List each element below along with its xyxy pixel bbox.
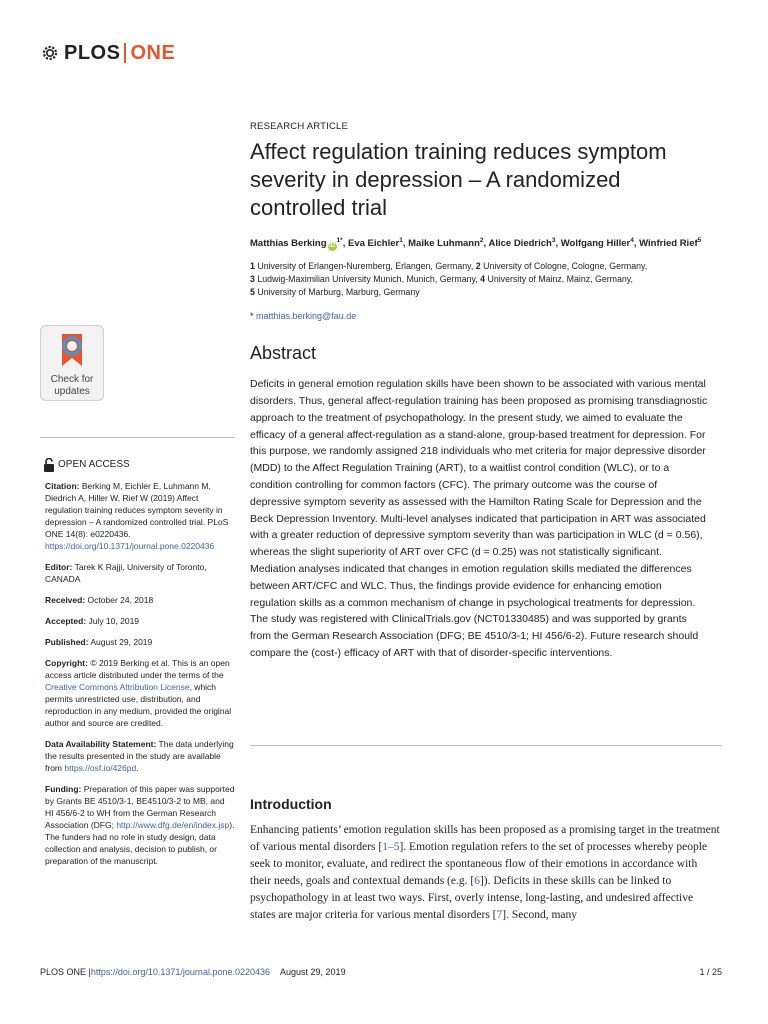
open-lock-icon — [43, 458, 55, 472]
gear-icon — [40, 43, 60, 63]
affiliation-list — [250, 260, 710, 299]
author-name[interactable]: , Alice Diedrich — [483, 238, 552, 250]
check-for-updates-badge[interactable] — [40, 325, 104, 401]
logo-one-text: ONE — [130, 41, 176, 64]
article-metadata-sidebar — [45, 458, 235, 876]
author-affiliation-sup: 3 — [551, 237, 556, 244]
introduction-text: Enhancing patients’ emotion regulation skills has been proposed as a promising target in the treatment of various mental disorders [1–5]. Emotion regulation refers to the set of processes whereby people seek to monitor, evaluate, and redirect the spontaneous flow of their emotions in accordance with their needs, goals and contextual demands (e.g. [6]). Deficits in these skills can be linked to psychopathology in at least two ways. First, overly intense, long-lasting, and undesired affective states are major criteria for various mental disorders [7]. Second, many — [250, 824, 720, 921]
data-availability-label: Data Availability Statement: — [45, 739, 157, 749]
published-label: Published: — [45, 637, 89, 647]
author-affiliation-sup: 1* — [336, 237, 343, 244]
reference-link[interactable]: 6 — [474, 875, 480, 887]
abstract-heading: Abstract — [250, 343, 317, 364]
corresponding-email-link[interactable]: matthias.berking@fau.de — [256, 311, 357, 322]
published-block — [45, 636, 235, 648]
author-name[interactable]: , Maike Luhmann — [402, 238, 480, 250]
copyright-text-2: , which permits unrestricted use, distribution, and reproduction in any medium, provided the original author and source are credited. — [45, 682, 232, 728]
check-updates-line2: updates — [54, 386, 90, 397]
orcid-icon[interactable]: iD — [329, 243, 336, 250]
copyright-label: Copyright: — [45, 658, 88, 668]
abstract-divider — [250, 745, 722, 746]
page-footer — [40, 967, 722, 977]
dfg-link[interactable]: http://www.dfg.de/en/index.jsp — [116, 820, 230, 830]
received-block — [45, 594, 235, 606]
copyright-text-1: © 2019 Berking et al. This is an open access article distributed under the terms of the — [45, 658, 230, 680]
introduction-heading: Introduction — [250, 796, 332, 812]
author-name[interactable]: Matthias Berking — [250, 238, 327, 250]
corresponding-author — [250, 311, 710, 321]
published-date: August 29, 2019 — [88, 637, 153, 647]
osf-link[interactable]: https://osf.io/426pd — [64, 763, 137, 773]
plos-one-logo[interactable] — [40, 40, 175, 66]
data-availability-end: . — [136, 763, 139, 773]
reference-link[interactable]: 7 — [496, 909, 503, 921]
open-access-text: OPEN ACCESS — [58, 459, 130, 470]
editor-text: Tarek K Rajji, University of Toronto, CANADA — [45, 562, 207, 584]
copyright-block — [45, 657, 235, 729]
corresponding-star: * — [250, 311, 257, 322]
check-updates-line1: Check for — [50, 374, 94, 385]
funding-block — [45, 783, 235, 867]
data-availability-block — [45, 738, 235, 774]
logo-divider — [124, 43, 126, 63]
article-title: Affect regulation training reduces symptom severity in depression – A randomized controlled trial — [250, 139, 667, 220]
logo-plos-text: PLOS — [64, 41, 121, 64]
footer-date: August 29, 2019 — [280, 967, 346, 977]
license-link[interactable]: Creative Commons Attribution License — [45, 682, 190, 692]
affiliation-line: 5 University of Marburg, Marburg, Germany — [250, 287, 420, 298]
funding-text-1: Preparation of this paper was supported by Grants BE 4510/3-1, BE4510/3-2 to MB, and HI 456/6-2 to WH from the German Research Association (DFG; — [45, 784, 235, 830]
citation-block — [45, 480, 235, 552]
affiliation-line: 1 University of Erlangen-Nuremberg, Erlangen, Germany, 2 University of Cologne, Cologne, Germany, — [250, 261, 648, 272]
funding-text-2: ). The funders had no role in study design, data collection and analysis, decision to publish, or preparation of the manuscript. — [45, 820, 235, 866]
editor-block — [45, 561, 235, 585]
sidebar-divider — [40, 437, 235, 438]
author-affiliation-sup: 4 — [630, 237, 634, 244]
author-list — [250, 234, 710, 251]
funding-label: Funding: — [45, 784, 82, 794]
open-access-label — [43, 458, 235, 472]
citation-label: Citation: — [45, 481, 80, 491]
reference-link[interactable]: 1–5 — [382, 841, 400, 853]
article-main-column — [250, 121, 710, 662]
page-number: 1 / 25 — [699, 967, 722, 977]
received-label: Received: — [45, 595, 86, 605]
author-name[interactable]: , Eva Eichler — [342, 238, 400, 250]
author-name[interactable]: , Wolfgang Hiller — [555, 238, 631, 250]
editor-label: Editor: — [45, 562, 73, 572]
footer-doi-link[interactable]: https://doi.org/10.1371/journal.pone.0220436 — [90, 967, 271, 977]
accepted-date: July 10, 2019 — [86, 616, 140, 626]
abstract-text: Deficits in general emotion regulation skills have been shown to be associated with various mental disorders. Thus, general affect-regulation training has been proposed as promising transdiagnostic approach to the treatment of psychopathology. In the present study, we aimed to evaluate the efficacy of a general affect-regulation as a stand-alone, group-based treatment for depression. For this purpose, we randomly assigned 218 individuals who met criteria for major depressive disorder (MDD) to the Affect Regulation Training (ART), to a waitlist control condition (WLC), or to a condition controlling for common factors (CFC). The primary outcome was the course of depressive symptom severity as assessed with the Hamilton Rating Scale for Depression and the Beck Depression Inventory. Multi-level analyses indicated that participation in ART was associated with a greater reduction of depressive symptom severity than was participation in WLC (d = 0.56), whereas the slight superiority of ART over CFC (d = 0.25) was not statistically significant. Mediation analyses indicated that changes in emotion regulation skills mediated the differences between ART/CFC and WLC. Thus, the findings provide evidence for enhancing emotion regulation skills as a common mechanism of change in psychological treatments for depression. The study was registered with ClinicalTrials.gov (NCT01330485) and was supported by grants from the German Research Association (DFG; BE 4510/3-1; HI 456/6-2). Future research should compare the (cost-) efficacy of ART with that of disorder-specific interventions. — [250, 378, 708, 659]
author-affiliation-sup: 1 — [399, 237, 403, 244]
article-type: RESEARCH ARTICLE — [250, 121, 349, 132]
data-availability-text: The data underlying the results presented in the study are available from — [45, 739, 234, 773]
citation-doi-link[interactable]: https://doi.org/10.1371/journal.pone.0220436 — [45, 541, 215, 551]
author-affiliation-sup: 2 — [479, 237, 484, 244]
author-affiliation-sup: 5 — [697, 237, 702, 244]
affiliation-line: 3 Ludwig-Maximilian University Munich, Munich, Germany, 4 University of Mainz, Mainz, Germany, — [250, 274, 633, 285]
footer-journal: PLOS ONE | — [40, 967, 91, 977]
bookmark-ribbon-icon — [58, 332, 86, 368]
author-name[interactable]: , Winfried Rief — [633, 238, 698, 250]
received-date: October 24, 2018 — [85, 595, 154, 605]
accepted-block — [45, 615, 235, 627]
accepted-label: Accepted: — [45, 616, 87, 626]
citation-text: Berking M, Eichler E, Luhmann M, Diedrich A, Hiller W, Rief W (2019) Affect regulation training reduces symptom severity in depression – A randomized controlled trial. PLoS ONE 14(8): e0220436. — [45, 481, 229, 539]
